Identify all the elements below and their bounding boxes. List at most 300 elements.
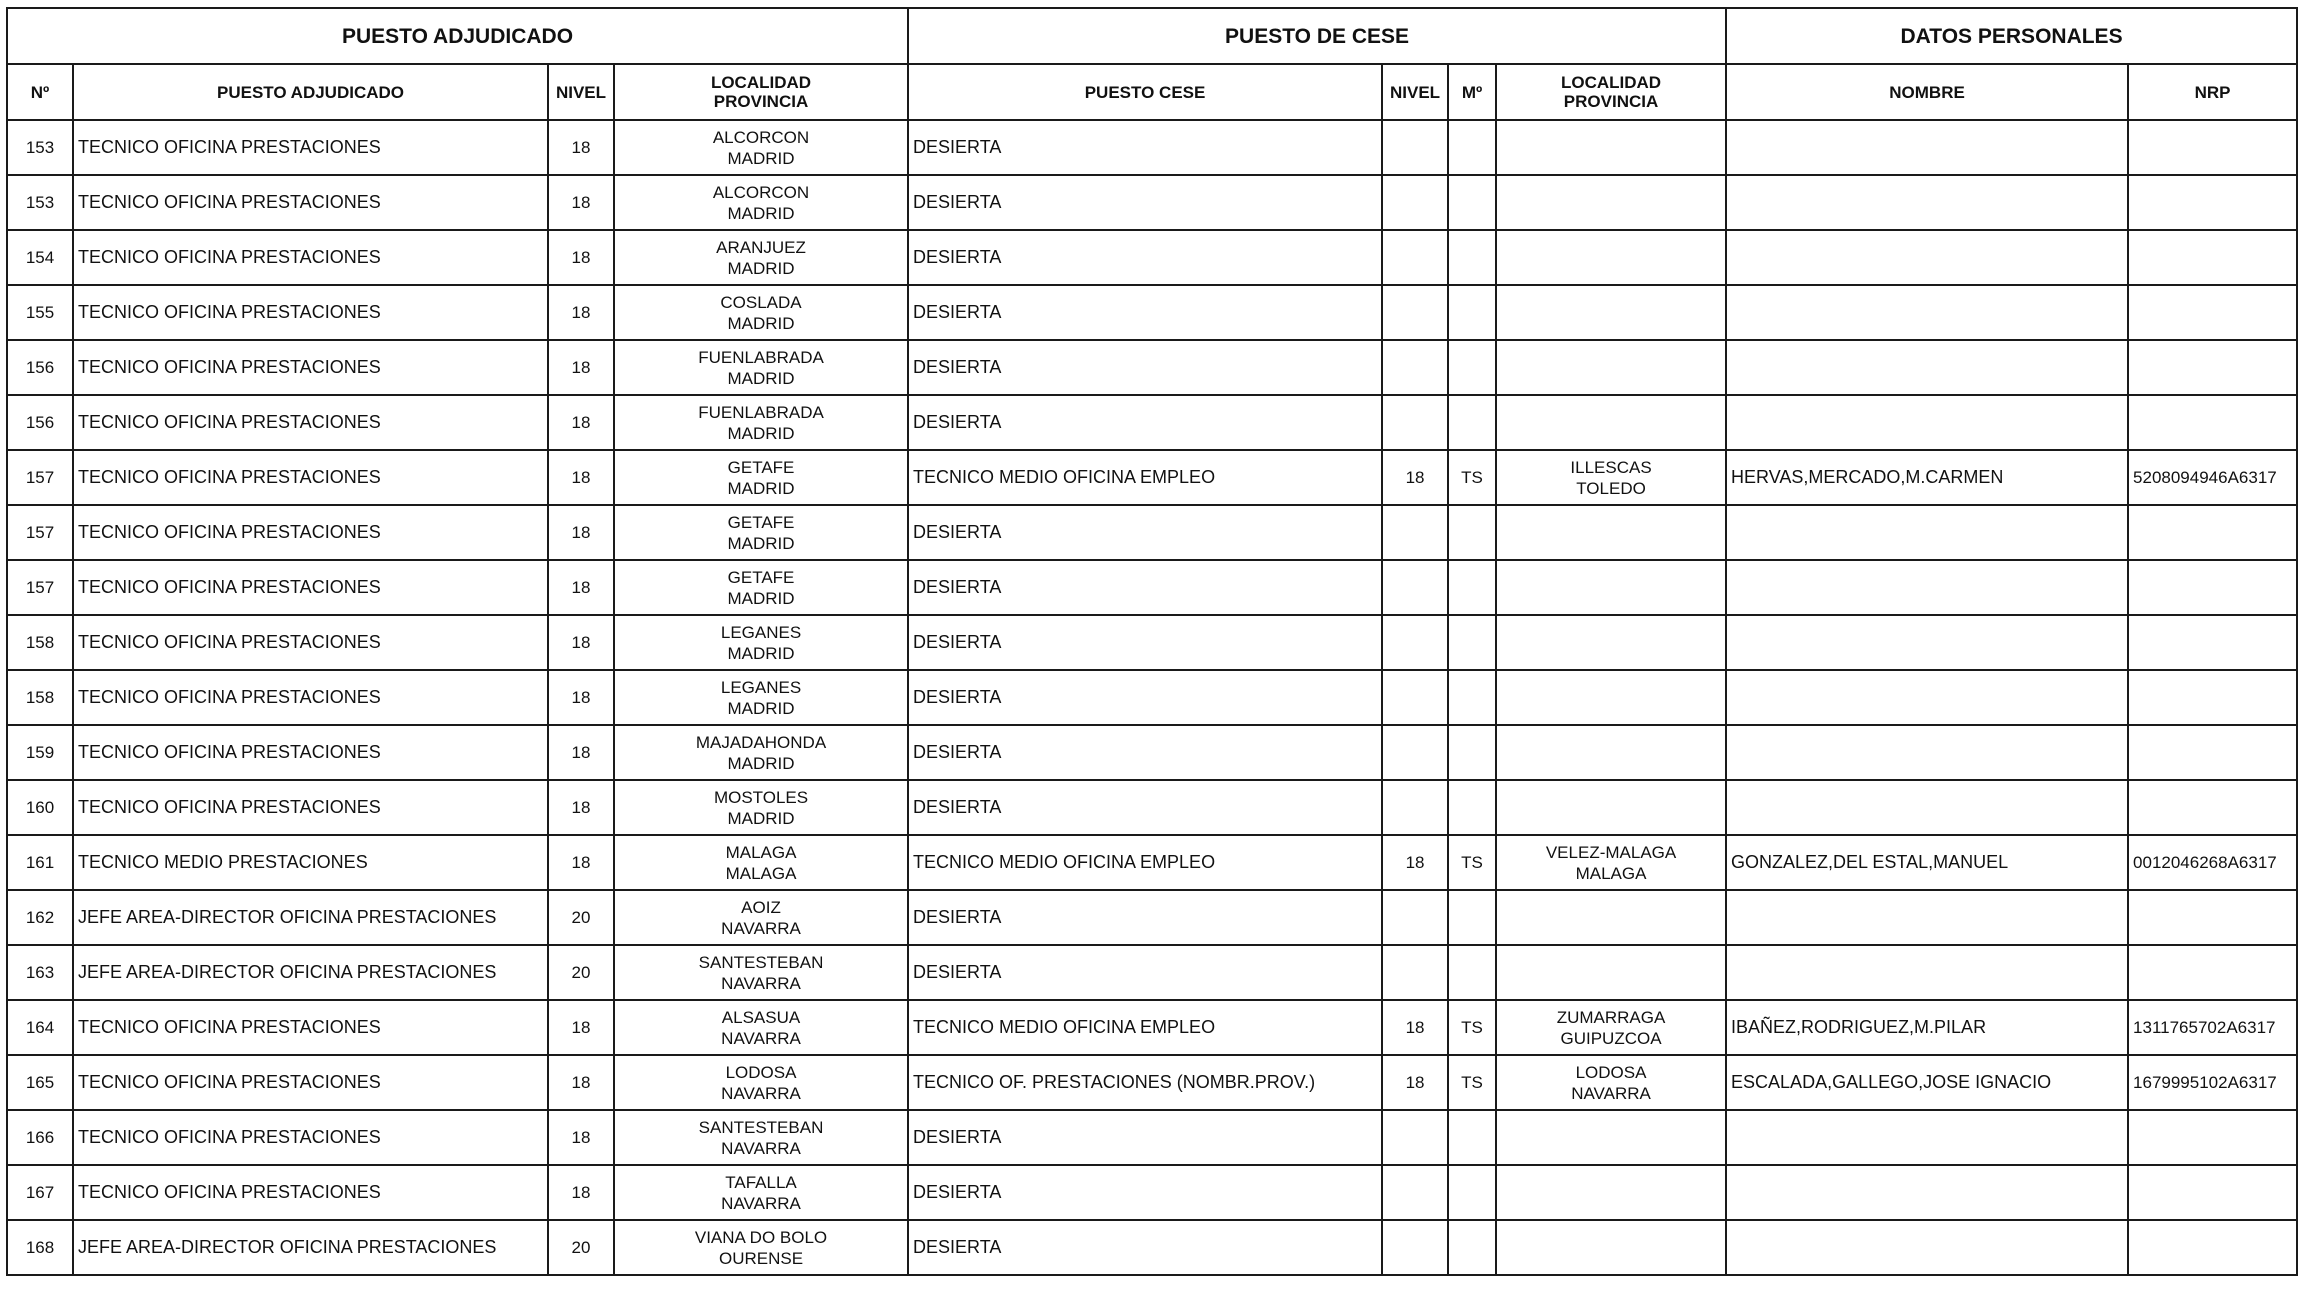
cell-provincia-cese: TOLEDO: [1576, 478, 1646, 498]
cell-puesto-adjudicado: TECNICO OFICINA PRESTACIONES: [73, 1165, 548, 1220]
cell-nivel: 18: [548, 120, 614, 175]
cell-nombre: [1726, 670, 2128, 725]
col-header-localidad: LOCALIDAD: [710, 73, 812, 92]
cell-nombre: [1726, 725, 2128, 780]
cell-nombre: [1726, 1220, 2128, 1275]
cell-localidad-provincia-cese: [1496, 285, 1726, 340]
cell-puesto-cese: DESIERTA: [908, 1165, 1382, 1220]
cell-nivel-cese: [1382, 1165, 1448, 1220]
cell-nivel: 18: [548, 395, 614, 450]
cell-nivel-cese: [1382, 175, 1448, 230]
cell-nombre: [1726, 945, 2128, 1000]
table-row: [7, 1000, 2297, 1055]
cell-mo: [1448, 230, 1496, 285]
cell-nivel-cese: [1382, 120, 1448, 175]
cell-localidad-provincia: [614, 1220, 908, 1275]
cell-puesto-adjudicado: TECNICO OFICINA PRESTACIONES: [73, 395, 548, 450]
cell-provincia: MADRID: [727, 753, 795, 773]
cell-localidad: FUENLABRADA: [698, 402, 824, 422]
cell-localidad: AOIZ: [741, 897, 781, 917]
cell-mo: [1448, 285, 1496, 340]
cell-provincia: NAVARRA: [721, 973, 801, 993]
cell-mo: [1448, 1110, 1496, 1165]
cell-provincia: MADRID: [727, 533, 795, 553]
cell-localidad: GETAFE: [727, 567, 795, 587]
cell-provincia: MADRID: [727, 588, 795, 608]
cell-localidad-provincia: [614, 615, 908, 670]
cell-nivel: 18: [548, 285, 614, 340]
cell-nivel-cese: [1382, 285, 1448, 340]
cell-localidad-provincia-cese: [1496, 835, 1726, 890]
cell-puesto-cese: DESIERTA: [908, 615, 1382, 670]
cell-nombre: [1726, 285, 2128, 340]
cell-num: 153: [7, 175, 73, 230]
cell-provincia: MADRID: [727, 203, 795, 223]
cell-nombre: [1726, 395, 2128, 450]
cell-num: 160: [7, 780, 73, 835]
cell-localidad-provincia: [614, 450, 908, 505]
cell-nombre: [1726, 890, 2128, 945]
cell-nivel: 18: [548, 450, 614, 505]
cell-provincia: NAVARRA: [721, 1193, 801, 1213]
cell-nrp: [2128, 780, 2297, 835]
cell-localidad: COSLADA: [720, 292, 802, 312]
cell-localidad: ALCORCON: [712, 182, 810, 202]
cell-mo: [1448, 615, 1496, 670]
cell-puesto-adjudicado: TECNICO OFICINA PRESTACIONES: [73, 285, 548, 340]
cell-provincia: NAVARRA: [721, 1138, 801, 1158]
cell-provincia: MADRID: [727, 258, 795, 278]
cell-localidad-provincia: [614, 560, 908, 615]
cell-nivel: 18: [548, 670, 614, 725]
cell-localidad-provincia: [614, 505, 908, 560]
cell-puesto-adjudicado: TECNICO OFICINA PRESTACIONES: [73, 1000, 548, 1055]
cell-puesto-adjudicado: TECNICO OFICINA PRESTACIONES: [73, 340, 548, 395]
col-header-nivel: NIVEL: [548, 64, 614, 120]
cell-nivel: 18: [548, 615, 614, 670]
cell-num: 155: [7, 285, 73, 340]
cell-nombre: [1726, 615, 2128, 670]
cell-localidad-provincia-cese: [1496, 890, 1726, 945]
cell-num: 158: [7, 615, 73, 670]
cell-localidad: VIANA DO BOLO: [694, 1227, 828, 1247]
cell-num: 154: [7, 230, 73, 285]
cell-puesto-cese: TECNICO MEDIO OFICINA EMPLEO: [908, 1000, 1382, 1055]
cell-localidad-provincia-cese: [1496, 1165, 1726, 1220]
cell-nrp: 5208094946A6317: [2128, 450, 2297, 505]
cell-provincia: MADRID: [727, 698, 795, 718]
cell-provincia: NAVARRA: [721, 1028, 801, 1048]
table-row: [7, 780, 2297, 835]
cell-nrp: [2128, 120, 2297, 175]
cell-puesto-cese: DESIERTA: [908, 1110, 1382, 1165]
table-row: [7, 615, 2297, 670]
table-row: [7, 450, 2297, 505]
cell-nrp: [2128, 175, 2297, 230]
cell-localidad-provincia: [614, 890, 908, 945]
cell-puesto-adjudicado: TECNICO OFICINA PRESTACIONES: [73, 670, 548, 725]
cell-nrp: [2128, 1220, 2297, 1275]
cell-provincia: MADRID: [727, 643, 795, 663]
cell-localidad-provincia-cese: [1496, 780, 1726, 835]
cell-localidad-provincia-cese: [1496, 945, 1726, 1000]
cell-puesto-adjudicado: TECNICO OFICINA PRESTACIONES: [73, 450, 548, 505]
table-row: [7, 725, 2297, 780]
table-row: [7, 1165, 2297, 1220]
cell-localidad-provincia-cese: [1496, 230, 1726, 285]
cell-num: 165: [7, 1055, 73, 1110]
cell-localidad-provincia-cese: [1496, 505, 1726, 560]
cell-num: 156: [7, 395, 73, 450]
cell-localidad: GETAFE: [727, 512, 795, 532]
cell-nivel-cese: 18: [1382, 1055, 1448, 1110]
cell-nivel-cese: [1382, 1220, 1448, 1275]
cell-provincia: OURENSE: [718, 1248, 804, 1268]
cell-nombre: [1726, 560, 2128, 615]
table-row: [7, 890, 2297, 945]
cell-puesto-adjudicado: TECNICO OFICINA PRESTACIONES: [73, 1110, 548, 1165]
cell-localidad-provincia-cese: [1496, 175, 1726, 230]
cell-nivel: 18: [548, 1110, 614, 1165]
cell-localidad-cese: VELEZ-MALAGA: [1545, 842, 1677, 862]
cell-puesto-adjudicado: JEFE AREA-DIRECTOR OFICINA PRESTACIONES: [73, 890, 548, 945]
cell-nombre: [1726, 1110, 2128, 1165]
cell-nivel: 20: [548, 1220, 614, 1275]
cell-puesto-cese: DESIERTA: [908, 120, 1382, 175]
table-row: [7, 1220, 2297, 1275]
cell-provincia-cese: MALAGA: [1575, 863, 1647, 883]
cell-nrp: 1311765702A6317: [2128, 1000, 2297, 1055]
cell-puesto-adjudicado: TECNICO OFICINA PRESTACIONES: [73, 725, 548, 780]
table-row: [7, 340, 2297, 395]
cell-num: 164: [7, 1000, 73, 1055]
cell-localidad-cese: ZUMARRAGA: [1556, 1007, 1666, 1027]
cell-nivel: 20: [548, 945, 614, 1000]
cell-nivel: 18: [548, 230, 614, 285]
cell-nombre: [1726, 120, 2128, 175]
cell-puesto-adjudicado: TECNICO OFICINA PRESTACIONES: [73, 780, 548, 835]
cell-localidad: FUENLABRADA: [698, 347, 824, 367]
cell-localidad-provincia: [614, 230, 908, 285]
adjudication-table-page: [6, 7, 2296, 1307]
cell-puesto-cese: DESIERTA: [908, 285, 1382, 340]
cell-puesto-cese: DESIERTA: [908, 560, 1382, 615]
cell-nivel-cese: [1382, 1110, 1448, 1165]
cell-localidad: LEGANES: [720, 677, 802, 697]
cell-localidad-cese: ILLESCAS: [1570, 457, 1652, 477]
col-header-num: Nº: [7, 64, 73, 120]
cell-provincia-cese: GUIPUZCOA: [1560, 1028, 1662, 1048]
cell-nivel-cese: 18: [1382, 450, 1448, 505]
cell-nombre: ESCALADA,GALLEGO,JOSE IGNACIO: [1726, 1055, 2128, 1110]
cell-nivel-cese: 18: [1382, 1000, 1448, 1055]
cell-puesto-adjudicado: TECNICO OFICINA PRESTACIONES: [73, 175, 548, 230]
cell-mo: [1448, 1220, 1496, 1275]
cell-localidad: TAFALLA: [725, 1172, 797, 1192]
cell-localidad-provincia-cese: [1496, 395, 1726, 450]
table-row: [7, 1055, 2297, 1110]
cell-nrp: [2128, 560, 2297, 615]
cell-localidad-provincia: [614, 1055, 908, 1110]
cell-nivel-cese: [1382, 615, 1448, 670]
cell-puesto-adjudicado: JEFE AREA-DIRECTOR OFICINA PRESTACIONES: [73, 1220, 548, 1275]
cell-mo: TS: [1448, 1000, 1496, 1055]
group-header-row: [7, 8, 2297, 64]
cell-nivel: 18: [548, 175, 614, 230]
cell-puesto-cese: DESIERTA: [908, 505, 1382, 560]
cell-puesto-cese: DESIERTA: [908, 890, 1382, 945]
cell-puesto-cese: DESIERTA: [908, 230, 1382, 285]
cell-mo: [1448, 1165, 1496, 1220]
cell-localidad-provincia-cese: [1496, 1055, 1726, 1110]
col-header-provincia: PROVINCIA: [713, 92, 809, 111]
cell-mo: TS: [1448, 450, 1496, 505]
cell-localidad: ARANJUEZ: [716, 237, 806, 257]
col-header-localidad-provincia-cese: [1496, 64, 1726, 120]
cell-localidad-provincia: [614, 340, 908, 395]
cell-mo: [1448, 780, 1496, 835]
cell-nivel: 18: [548, 1055, 614, 1110]
cell-num: 157: [7, 560, 73, 615]
table-row: [7, 560, 2297, 615]
cell-nombre: [1726, 1165, 2128, 1220]
cell-localidad-cese: LODOSA: [1575, 1062, 1647, 1082]
cell-puesto-cese: TECNICO MEDIO OFICINA EMPLEO: [908, 450, 1382, 505]
cell-puesto-cese: DESIERTA: [908, 670, 1382, 725]
cell-localidad: GETAFE: [727, 457, 795, 477]
cell-localidad: LODOSA: [725, 1062, 797, 1082]
cell-puesto-cese: DESIERTA: [908, 395, 1382, 450]
cell-num: 161: [7, 835, 73, 890]
cell-mo: [1448, 395, 1496, 450]
cell-localidad: MOSTOLES: [713, 787, 809, 807]
cell-num: 153: [7, 120, 73, 175]
cell-puesto-cese: DESIERTA: [908, 780, 1382, 835]
cell-nrp: [2128, 890, 2297, 945]
cell-nrp: 1679995102A6317: [2128, 1055, 2297, 1110]
cell-localidad: ALCORCON: [712, 127, 810, 147]
cell-num: 166: [7, 1110, 73, 1165]
cell-provincia: MALAGA: [725, 863, 797, 883]
cell-localidad: ALSASUA: [721, 1007, 801, 1027]
group-header-personales: DATOS PERSONALES: [1726, 8, 2297, 64]
cell-localidad: MAJADAHONDA: [695, 732, 827, 752]
cell-mo: [1448, 945, 1496, 1000]
cell-nivel: 18: [548, 725, 614, 780]
cell-nrp: 0012046268A6317: [2128, 835, 2297, 890]
cell-num: 156: [7, 340, 73, 395]
col-header-provincia-cese: PROVINCIA: [1563, 92, 1659, 111]
cell-puesto-cese: TECNICO MEDIO OFICINA EMPLEO: [908, 835, 1382, 890]
cell-puesto-adjudicado: TECNICO OFICINA PRESTACIONES: [73, 615, 548, 670]
adjudication-table: [6, 7, 2298, 1276]
cell-nivel: 18: [548, 340, 614, 395]
cell-mo: [1448, 560, 1496, 615]
cell-provincia-cese: NAVARRA: [1571, 1083, 1651, 1103]
cell-mo: [1448, 340, 1496, 395]
cell-mo: [1448, 175, 1496, 230]
cell-localidad-provincia: [614, 120, 908, 175]
cell-mo: TS: [1448, 835, 1496, 890]
col-header-localidad-cese: LOCALIDAD: [1560, 73, 1662, 92]
cell-nivel-cese: [1382, 230, 1448, 285]
cell-nivel-cese: 18: [1382, 835, 1448, 890]
cell-localidad-provincia-cese: [1496, 340, 1726, 395]
cell-localidad-provincia: [614, 1110, 908, 1165]
cell-num: 163: [7, 945, 73, 1000]
cell-provincia: MADRID: [727, 368, 795, 388]
cell-nivel-cese: [1382, 505, 1448, 560]
cell-puesto-cese: DESIERTA: [908, 725, 1382, 780]
table-row: [7, 175, 2297, 230]
cell-nivel: 18: [548, 505, 614, 560]
cell-nivel-cese: [1382, 670, 1448, 725]
cell-provincia: NAVARRA: [721, 918, 801, 938]
cell-localidad-provincia-cese: [1496, 1220, 1726, 1275]
cell-localidad-provincia: [614, 945, 908, 1000]
cell-nrp: [2128, 285, 2297, 340]
cell-nombre: [1726, 780, 2128, 835]
cell-nombre: IBAÑEZ,RODRIGUEZ,M.PILAR: [1726, 1000, 2128, 1055]
cell-puesto-adjudicado: TECNICO OFICINA PRESTACIONES: [73, 1055, 548, 1110]
column-header-row: [7, 64, 2297, 120]
cell-mo: [1448, 505, 1496, 560]
table-row: [7, 945, 2297, 1000]
col-header-nombre: NOMBRE: [1726, 64, 2128, 120]
cell-nivel: 18: [548, 835, 614, 890]
cell-nivel: 20: [548, 890, 614, 945]
cell-mo: [1448, 725, 1496, 780]
cell-provincia: NAVARRA: [721, 1083, 801, 1103]
cell-puesto-cese: DESIERTA: [908, 340, 1382, 395]
cell-nrp: [2128, 340, 2297, 395]
cell-nivel: 18: [548, 780, 614, 835]
col-header-localidad-provincia: [614, 64, 908, 120]
cell-nivel-cese: [1382, 395, 1448, 450]
table-row: [7, 285, 2297, 340]
cell-localidad-provincia-cese: [1496, 670, 1726, 725]
cell-mo: [1448, 890, 1496, 945]
cell-localidad-provincia-cese: [1496, 1110, 1726, 1165]
cell-nivel: 18: [548, 1165, 614, 1220]
cell-localidad-provincia: [614, 725, 908, 780]
cell-nivel: 18: [548, 560, 614, 615]
cell-localidad-provincia: [614, 835, 908, 890]
cell-nrp: [2128, 230, 2297, 285]
cell-localidad-provincia: [614, 285, 908, 340]
col-header-puesto-cese: PUESTO CESE: [908, 64, 1382, 120]
cell-nombre: [1726, 230, 2128, 285]
cell-provincia: MADRID: [727, 478, 795, 498]
cell-localidad-provincia: [614, 1000, 908, 1055]
group-header-adjudicado: PUESTO ADJUDICADO: [7, 8, 908, 64]
cell-provincia: MADRID: [727, 808, 795, 828]
col-header-mo: Mº: [1448, 64, 1496, 120]
cell-nivel-cese: [1382, 340, 1448, 395]
cell-localidad-provincia-cese: [1496, 615, 1726, 670]
cell-nrp: [2128, 615, 2297, 670]
cell-nombre: HERVAS,MERCADO,M.CARMEN: [1726, 450, 2128, 505]
cell-puesto-adjudicado: TECNICO OFICINA PRESTACIONES: [73, 120, 548, 175]
table-row: [7, 230, 2297, 285]
col-header-nivel-cese: NIVEL: [1382, 64, 1448, 120]
col-header-puesto-adjudicado: PUESTO ADJUDICADO: [73, 64, 548, 120]
cell-localidad-provincia: [614, 175, 908, 230]
cell-localidad: LEGANES: [720, 622, 802, 642]
cell-puesto-cese: DESIERTA: [908, 1220, 1382, 1275]
cell-nivel-cese: [1382, 780, 1448, 835]
cell-nivel-cese: [1382, 890, 1448, 945]
cell-num: 167: [7, 1165, 73, 1220]
cell-mo: [1448, 670, 1496, 725]
cell-nombre: [1726, 175, 2128, 230]
cell-localidad-provincia: [614, 670, 908, 725]
col-header-nrp: NRP: [2128, 64, 2297, 120]
cell-puesto-adjudicado: TECNICO OFICINA PRESTACIONES: [73, 230, 548, 285]
cell-nivel-cese: [1382, 725, 1448, 780]
cell-provincia: MADRID: [727, 313, 795, 333]
cell-nrp: [2128, 945, 2297, 1000]
table-row: [7, 505, 2297, 560]
cell-nombre: [1726, 505, 2128, 560]
table-row: [7, 120, 2297, 175]
cell-puesto-adjudicado: TECNICO OFICINA PRESTACIONES: [73, 505, 548, 560]
cell-num: 158: [7, 670, 73, 725]
table-row: [7, 835, 2297, 890]
cell-puesto-adjudicado: TECNICO OFICINA PRESTACIONES: [73, 560, 548, 615]
cell-localidad-provincia: [614, 780, 908, 835]
cell-localidad-provincia-cese: [1496, 725, 1726, 780]
cell-num: 168: [7, 1220, 73, 1275]
cell-nrp: [2128, 1165, 2297, 1220]
cell-puesto-cese: DESIERTA: [908, 175, 1382, 230]
cell-puesto-cese: TECNICO OF. PRESTACIONES (NOMBR.PROV.): [908, 1055, 1382, 1110]
table-row: [7, 1110, 2297, 1165]
cell-localidad-provincia-cese: [1496, 560, 1726, 615]
group-header-cese: PUESTO DE CESE: [908, 8, 1726, 64]
cell-localidad-provincia-cese: [1496, 450, 1726, 505]
cell-nrp: [2128, 395, 2297, 450]
cell-num: 157: [7, 505, 73, 560]
cell-nombre: [1726, 340, 2128, 395]
cell-puesto-adjudicado: JEFE AREA-DIRECTOR OFICINA PRESTACIONES: [73, 945, 548, 1000]
cell-nivel-cese: [1382, 560, 1448, 615]
cell-mo: TS: [1448, 1055, 1496, 1110]
table-row: [7, 395, 2297, 450]
cell-provincia: MADRID: [727, 148, 795, 168]
cell-puesto-adjudicado: TECNICO MEDIO PRESTACIONES: [73, 835, 548, 890]
cell-nombre: GONZALEZ,DEL ESTAL,MANUEL: [1726, 835, 2128, 890]
cell-nrp: [2128, 725, 2297, 780]
cell-num: 162: [7, 890, 73, 945]
cell-num: 159: [7, 725, 73, 780]
cell-localidad: SANTESTEBAN: [698, 1117, 824, 1137]
cell-nrp: [2128, 670, 2297, 725]
cell-provincia: MADRID: [727, 423, 795, 443]
cell-puesto-cese: DESIERTA: [908, 945, 1382, 1000]
cell-localidad-provincia-cese: [1496, 1000, 1726, 1055]
cell-localidad-provincia-cese: [1496, 120, 1726, 175]
cell-num: 157: [7, 450, 73, 505]
cell-nivel: 18: [548, 1000, 614, 1055]
cell-nrp: [2128, 505, 2297, 560]
cell-localidad: MALAGA: [725, 842, 797, 862]
cell-localidad: SANTESTEBAN: [698, 952, 824, 972]
cell-localidad-provincia: [614, 1165, 908, 1220]
cell-nivel-cese: [1382, 945, 1448, 1000]
cell-localidad-provincia: [614, 395, 908, 450]
cell-nrp: [2128, 1110, 2297, 1165]
